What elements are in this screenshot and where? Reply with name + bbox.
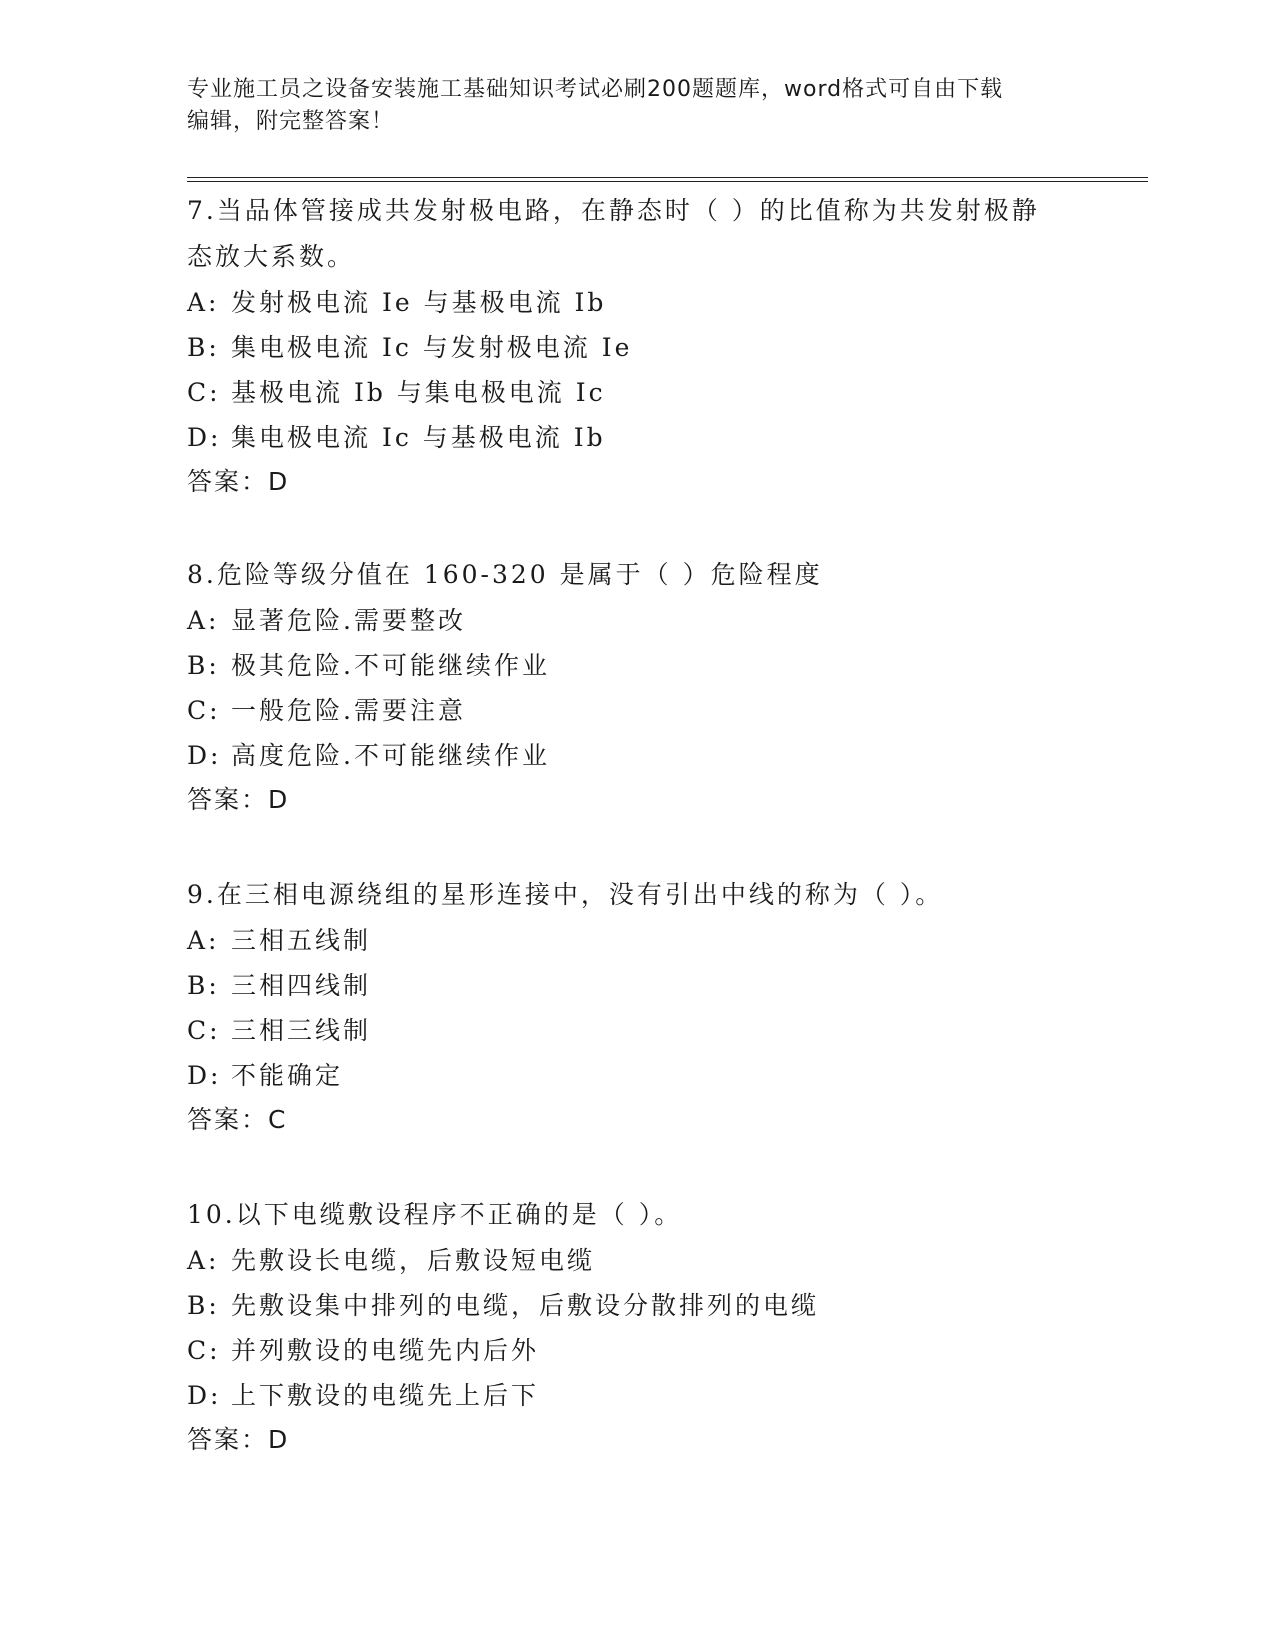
option-c (187, 370, 1087, 415)
option-a (187, 598, 1087, 643)
option-d (187, 1053, 1087, 1098)
question-title: 7.当品体管接成共发射极电路，在静态时（ ）的比值称为共发射极静 (187, 196, 1040, 225)
option-text: 基极电流 Ib 与集电极电流 Ic (231, 378, 606, 407)
option-text: 三相五线制 (231, 926, 372, 955)
option-text: 上下敷设的电缆先上后下 (231, 1381, 540, 1410)
option-b (187, 963, 1087, 1008)
question-title: 9.在三相电源绕组的星形连接中，没有引出中线的称为（ ）。 (187, 880, 944, 909)
option-text: 不能确定 (231, 1061, 344, 1090)
question-title: 8.危险等级分值在 160-320 是属于（ ）危险程度 (187, 560, 823, 589)
option-text: 先敷设长电缆，后敷设短电缆 (231, 1246, 596, 1275)
header-line-2: 编辑，附完整答案！ (187, 109, 395, 134)
option-key: A: (187, 1246, 220, 1275)
option-d (187, 1373, 1087, 1418)
option-key: C: (187, 1336, 221, 1365)
option-c (187, 1328, 1087, 1373)
option-text: 高度危险.不可能继续作业 (231, 741, 550, 770)
option-d (187, 415, 1087, 460)
option-key: C: (187, 378, 221, 407)
option-c (187, 688, 1087, 733)
option-text: 三相四线制 (231, 971, 372, 1000)
option-key: B: (187, 1291, 220, 1320)
option-key: B: (187, 333, 220, 362)
option-b (187, 643, 1087, 688)
document-header (187, 74, 1087, 138)
question-7 (187, 188, 1087, 504)
header-divider-bottom (187, 181, 1148, 182)
option-key: D: (187, 1381, 222, 1410)
option-key: C: (187, 1016, 221, 1045)
option-a (187, 1238, 1087, 1283)
option-text: 发射极电流 Ie 与基极电流 Ib (231, 288, 607, 317)
answer: 答案：D (187, 1425, 290, 1454)
option-b (187, 1283, 1087, 1328)
option-d (187, 733, 1087, 778)
option-key: D: (187, 741, 222, 770)
option-c (187, 1008, 1087, 1053)
option-text: 并列敷设的电缆先内后外 (231, 1336, 540, 1365)
option-text: 极其危险.不可能继续作业 (231, 651, 550, 680)
option-key: D: (187, 423, 222, 452)
option-b (187, 325, 1087, 370)
option-key: A: (187, 606, 220, 635)
option-key: B: (187, 651, 220, 680)
option-a (187, 280, 1087, 325)
option-text: 三相三线制 (231, 1016, 372, 1045)
option-text: 先敷设集中排列的电缆，后敷设分散排列的电缆 (231, 1291, 820, 1320)
answer: 答案：D (187, 467, 290, 496)
option-text: 集电极电流 Ic 与基极电流 Ib (231, 423, 606, 452)
option-a (187, 918, 1087, 963)
question-10 (187, 1192, 1087, 1462)
option-text: 显著危险.需要整改 (231, 606, 466, 635)
question-9 (187, 872, 1087, 1142)
option-key: C: (187, 696, 221, 725)
question-title: 10.以下电缆敷设程序不正确的是（ ）。 (187, 1200, 683, 1229)
option-text: 一般危险.需要注意 (231, 696, 466, 725)
option-key: B: (187, 971, 220, 1000)
answer: 答案：C (187, 1105, 288, 1134)
option-key: A: (187, 926, 220, 955)
option-key: D: (187, 1061, 222, 1090)
answer: 答案：D (187, 785, 290, 814)
question-title-continued: 态放大系数。 (187, 242, 356, 271)
option-text: 集电极电流 Ic 与发射极电流 Ie (231, 333, 633, 362)
question-8 (187, 552, 1087, 822)
header-divider-top (187, 177, 1148, 178)
header-line-1: 专业施工员之设备安装施工基础知识考试必刷200题题库，word格式可自由下载 (187, 77, 1004, 102)
option-key: A: (187, 288, 220, 317)
